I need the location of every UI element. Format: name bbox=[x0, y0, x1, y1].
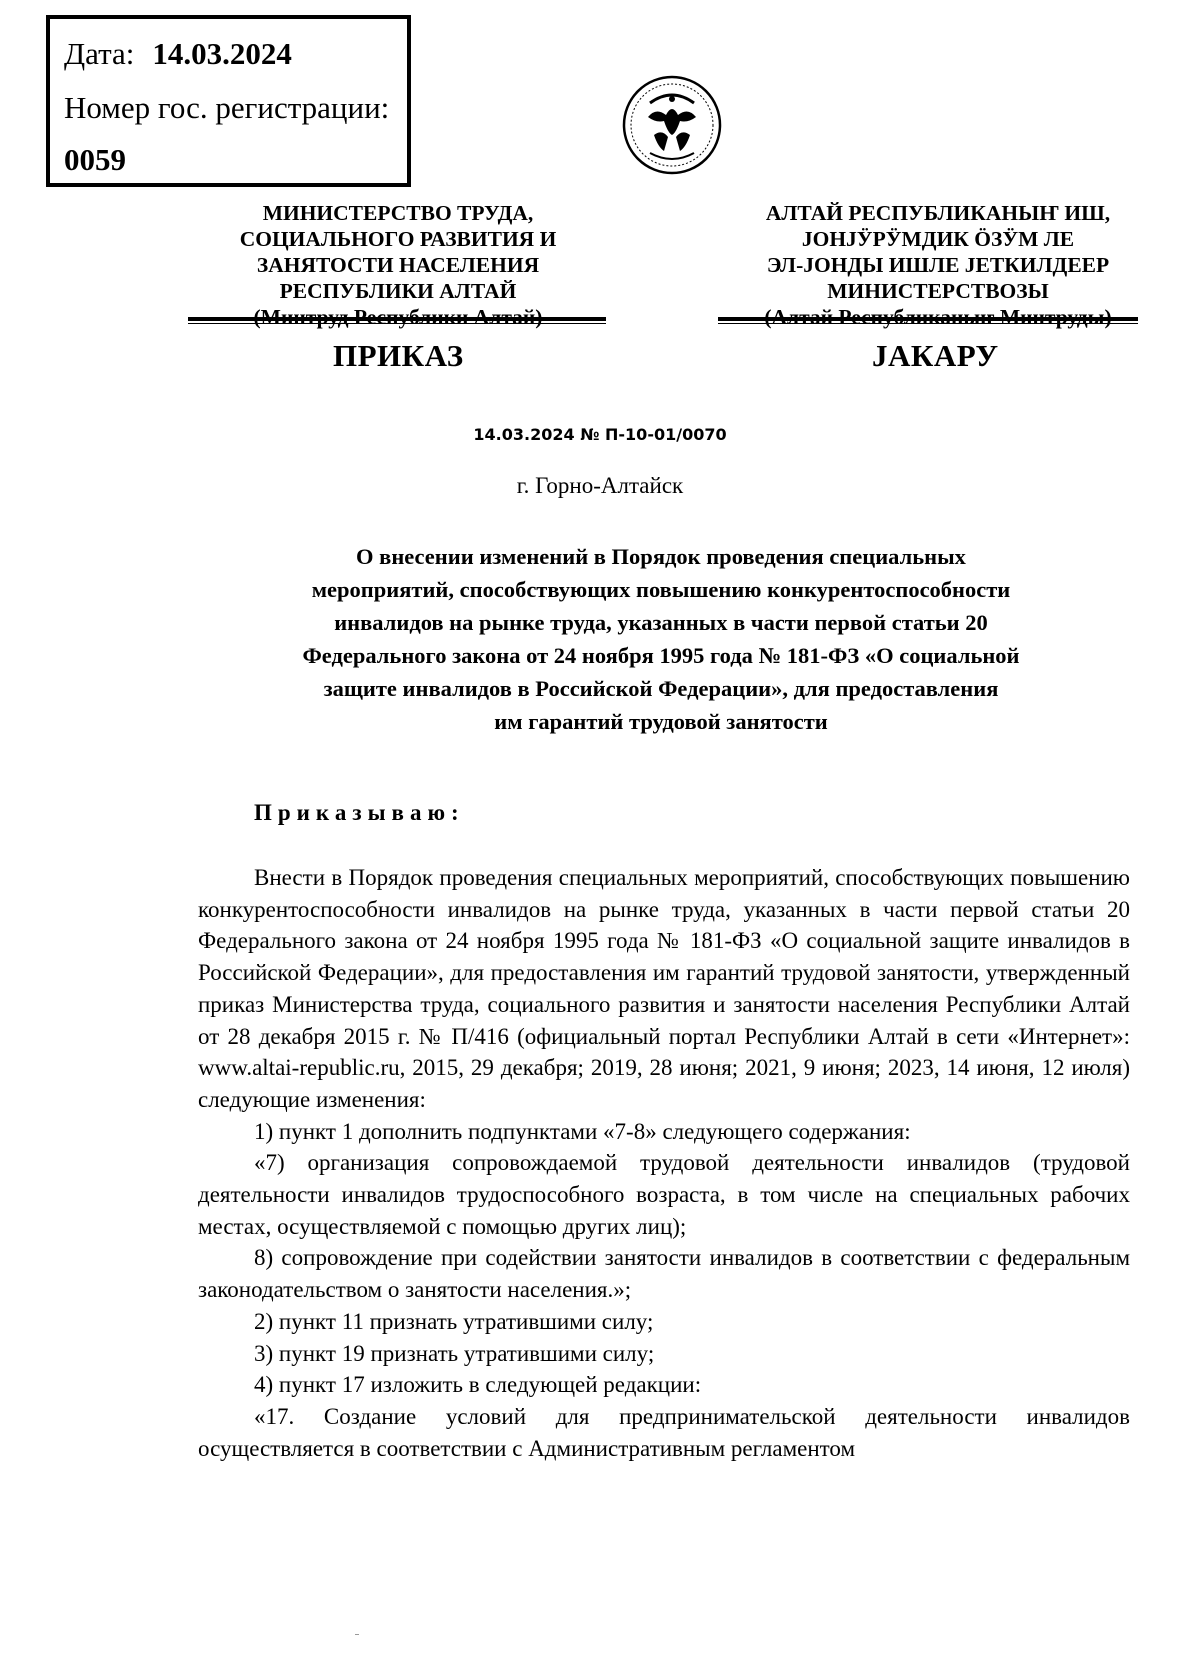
order-heading-russian: ПРИКАЗ bbox=[333, 338, 464, 373]
city-line: г. Горно-Алтайск bbox=[516, 473, 684, 498]
title-line: им гарантий трудовой занятости bbox=[494, 709, 828, 734]
header-divider-left bbox=[188, 317, 606, 321]
ministry-alt-line: ЭЛ-ЈОНДЫ ИШЛЕ ЈЕТКИЛДЕЕР bbox=[766, 253, 1110, 277]
altai-republic-coat-of-arms-icon bbox=[620, 73, 724, 177]
body-paragraph: 8) сопровождение при содействии занятости инвалидов в соответствии с федеральным законодательством о занятости населения.»; bbox=[198, 1245, 1130, 1303]
ministry-ru-line: ЗАНЯТОСТИ НАСЕЛЕНИЯ bbox=[256, 253, 540, 277]
title-line: мероприятий, способствующих повышению конкурентоспособности bbox=[311, 577, 1011, 602]
body-paragraph: 4) пункт 17 изложить в следующей редакции: bbox=[254, 1372, 702, 1398]
order-number: 14.03.2024 № П-10-01/0070 bbox=[473, 425, 727, 444]
header-divider-right bbox=[718, 317, 1138, 321]
registration-number-value: 0059 bbox=[64, 142, 126, 177]
header-divider-right-thin bbox=[718, 323, 1138, 324]
body-paragraph: 1) пункт 1 дополнить подпунктами «7-8» следующего содержания: bbox=[254, 1118, 911, 1144]
ministry-header-russian bbox=[198, 200, 598, 330]
ministry-ru-line: РЕСПУБЛИКИ АЛТАЙ bbox=[279, 279, 517, 303]
registration-number-label: Номер гос. регистрации: bbox=[64, 90, 390, 125]
decree-word: Приказываю: bbox=[254, 800, 465, 825]
registration-date-label: Дата: bbox=[64, 36, 135, 71]
header-divider-left-thin bbox=[188, 323, 606, 324]
registration-stamp bbox=[46, 15, 411, 187]
registration-date-value: 14.03.2024 bbox=[152, 36, 292, 71]
ministry-ru-line: СОЦИАЛЬНОГО РАЗВИТИЯ И bbox=[239, 227, 557, 251]
ministry-header-altai bbox=[738, 200, 1138, 330]
registration-date-row bbox=[64, 37, 292, 71]
title-line: О внесении изменений в Порядок проведения специальных bbox=[356, 544, 966, 569]
ministry-alt-line: ЈОНЈӰРӰМДИК ӦЗӰМ ЛЕ bbox=[801, 227, 1075, 251]
body-paragraph: Внести в Порядок проведения специальных мероприятий, способствующих повышению конкурентоспособности инвалидов на рынке труда, указанных в части первой статьи 20 Федерального закона от 24 ноября 1995 года № 181-ФЗ «О социальной защите инвалидов в Российской Федерации», для предоставления им гарантий трудовой занятости, утвержденный приказ Министерства труда, социального развития и занятости населения Республики Алтай от 28 декабря 2015 г. № П/416 (официальный портал Республики Алтай в сети «Интернет»: www.altai-republic.ru, 2015, 29 декабря; 2019, 28 июня; 2021, 9 июня; 2023, 14 июня, 12 июля) следующие изменения: bbox=[198, 865, 1130, 1112]
body-paragraph: 2) пункт 11 признать утратившими силу; bbox=[254, 1308, 654, 1334]
order-heading-altai: ЈАКАРУ bbox=[872, 338, 999, 373]
ministry-ru-line: МИНИСТЕРСТВО ТРУДА, bbox=[262, 201, 534, 225]
title-line: инвалидов на рынке труда, указанных в части первой статьи 20 bbox=[334, 610, 988, 635]
body-paragraph: «7) организация сопровождаемой трудовой деятельности инвалидов (трудовой деятельности инвалидов трудоспособного возраста, в том числе на специальных рабочих местах, осуществляемой с помощью других лиц); bbox=[198, 1150, 1130, 1239]
title-line: Федерального закона от 24 ноября 1995 года № 181-ФЗ «О социальной bbox=[302, 643, 1020, 668]
ministry-alt-line: АЛТАЙ РЕСПУБЛИКАНЫҤ ИШ, bbox=[765, 201, 1111, 225]
title-line: защите инвалидов в Российской Федерации», для предоставления bbox=[323, 676, 999, 701]
body-paragraph: 3) пункт 19 признать утратившими силу; bbox=[254, 1340, 655, 1366]
document-body bbox=[198, 862, 1130, 1464]
ministry-alt-line: МИНИСТЕРСТВОЗЫ bbox=[827, 279, 1049, 303]
document-title bbox=[196, 540, 1126, 738]
scan-artifact bbox=[355, 1634, 359, 1635]
body-paragraph: «17. Создание условий для предпринимательской деятельности инвалидов осуществляется в соответствии с Административным регламентом bbox=[198, 1403, 1130, 1461]
